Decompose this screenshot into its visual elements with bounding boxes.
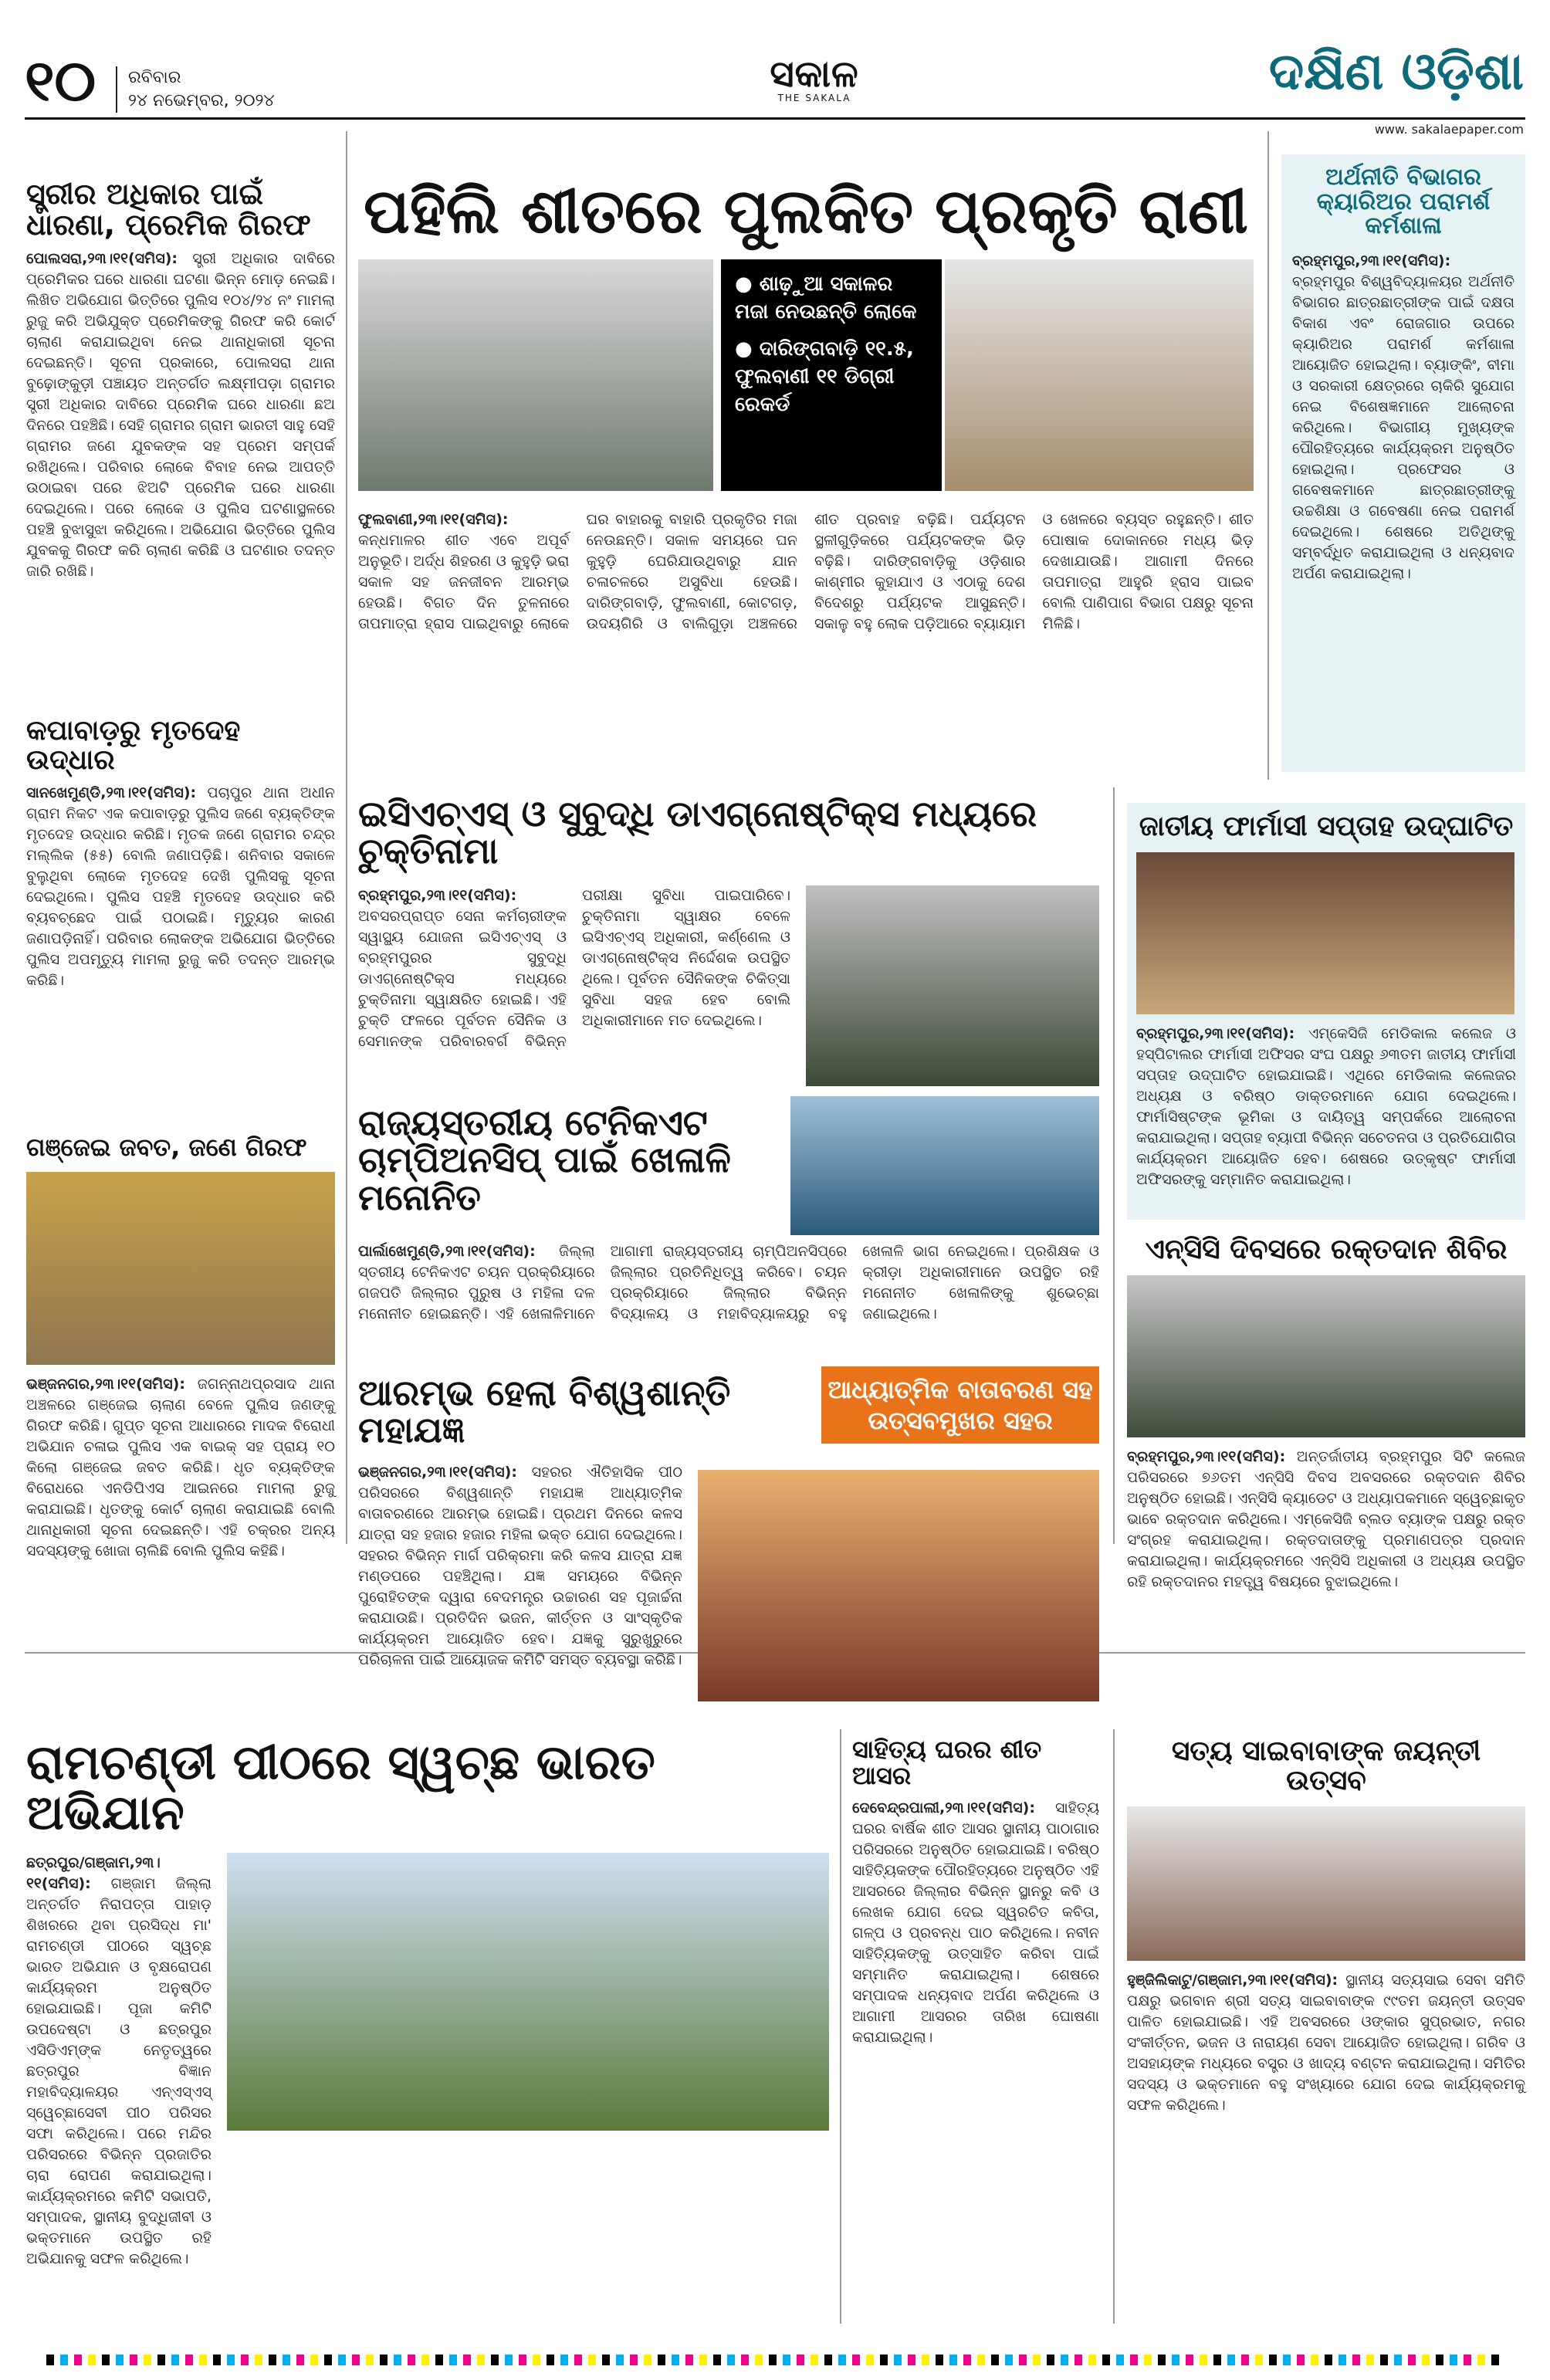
page-number: ୧୦ <box>25 48 96 114</box>
website-url: www. sakalaepaper.com <box>1374 122 1524 137</box>
headline: ସତ୍ୟ ସାଇବାବାଙ୍କ ଜୟନ୍ତୀ ଉତ୍ସବ <box>1171 1735 1481 1796</box>
headline: ସାହିତ୍ୟ ଘରର ଶୀତ ଆସର <box>852 1735 1042 1790</box>
article-body <box>1292 251 1514 584</box>
article-body <box>358 885 790 1052</box>
temple-cleanup-photo <box>227 1853 829 2131</box>
article-body <box>852 1798 1099 2048</box>
body-text: ପଚାପୁର ଥାନା ଅଧୀନ ଗ୍ରାମ ନିକଟ ଏକ କପାବାଡ଼ରୁ ପୁଲିସ ଜଣେ ବ୍ୟକ୍ତିଙ୍କ ମୃତଦେହ ଉଦ୍ଧାର କରିଛି। ମୃତକ ଜଣେ ଗ୍ରାମର ଚନ୍ଦ୍ର ମଲ୍ଲିକ (୫୫) ବୋଲି ଜଣାପଡ଼ିଛି। ଶନିବାର ସକାଳେ ବୁଲୁଥିବା ଲୋକେ ମୃତଦେହ ଦେଖି ପୁଲିସକୁ ସୂଚନା ଦେଇଥିଲେ। ପୁଲିସ ପହଞ୍ଚି ମୃତଦେହ ଉଦ୍ଧାର କରି ବ୍ୟବଚ୍ଛେଦ ପାଇଁ ପଠାଇଛି। ମୃତ୍ୟୁର କାରଣ ଜଣାପଡ଼ିନାହିଁ। ପରିବାର ଲୋକଙ୍କ ଅଭିଯୋଗ ଭିତ୍ତିରେ ପୁଲିସ ଅପମୃତ୍ୟୁ ମାମଲା ରୁଜୁ କରି ତଦନ୍ତ ଆରମ୍ଭ କରିଛି। <box>26 784 335 989</box>
article-a12 <box>852 1737 1099 2048</box>
highlight-item: ● ଶାଢ଼ୁଆ ସକାଳର ମଜା ନେଉଛନ୍ତି ଲୋକେ <box>735 270 928 326</box>
body-text: ବ୍ରହ୍ମପୁର ବିଶ୍ୱବିଦ୍ୟାଳୟର ଅର୍ଥନୀତି ବିଭାଗର ଛାତ୍ରଛାତ୍ରୀଙ୍କ ପାଇଁ ଦକ୍ଷତା ବିକାଶ ଏବଂ ରୋଜଗାର ଉପରେ କ୍ୟାରିଅର ପରାମର୍ଶ କର୍ମଶାଳା ଆୟୋଜିତ ହୋଇଥିଲା। ବ୍ୟାଙ୍କିଂ, ବୀମା ଓ ସରକାରୀ କ୍ଷେତ୍ରରେ ଚାକିରି ସୁଯୋଗ ନେଇ ବିଶେଷଜ୍ଞମାନେ ଆଲୋଚନା କରିଥିଲେ। ବିଭାଗୀୟ ମୁଖ୍ୟଙ୍କ ପୌରହିତ୍ୟରେ କାର୍ଯ୍ୟକ୍ରମ ଅନୁଷ୍ଠିତ ହୋଇଥିଲା। ପ୍ରଫେସର ଓ ଗବେଷକମାନେ ଛାତ୍ରଛାତ୍ରୀଙ୍କୁ ଉଚ୍ଚଶିକ୍ଷା ଓ ଗବେଷଣା ନେଇ ପରାମର୍ଶ ଦେଇଥିଲେ। ଶେଷରେ ଅତିଥିଙ୍କୁ ସମ୍ବର୍ଦ୍ଧିତ କରାଯାଇଥିଲା ଓ ଧନ୍ୟବାଦ ଅର୍ପଣ କରାଯାଇଥିଲା। <box>1292 273 1514 582</box>
headline: ଗଞ୍ଜେଇ ଜବତ, ଜଣେ ଗିରଫ <box>26 1132 307 1162</box>
print-registration-bar <box>46 2355 1504 2365</box>
dateline: ଛତ୍ରପୁର/ଗଞ୍ଜାମ,୨୩।୧୧(ସମିସ): <box>26 1854 161 1893</box>
column-rule <box>840 1729 841 2324</box>
headline: କପାବାଡ଼ରୁ ମୃତଦେହ ଉଦ୍ଧାର <box>26 715 241 776</box>
dateline: ଦେବେନ୍ଦ୍ରପାଲୀ,୨୩।୧୧(ସମିସ): <box>852 1799 1035 1817</box>
header-rule <box>25 117 1525 120</box>
body-text: ସ୍ଥାନୀୟ ସତ୍ୟସାଇ ସେବା ସମିତି ପକ୍ଷରୁ ଭଗବାନ ଶ୍ରୀ ସତ୍ୟ ସାଇବାବାଙ୍କ ୯୯ତମ ଜୟନ୍ତୀ ଉତ୍ସବ ପାଳିତ ହୋଇଯାଇଛି। ଏହି ଅବସରରେ ଓଙ୍କାର ସୁପ୍ରଭାତ, ନଗର ସଂକୀର୍ତ୍ତନ, ଭଜନ ଓ ନାରାୟଣ ସେବା ଆୟୋଜିତ ହୋଇଥିଲା। ଗରିବ ଓ ଅସହାୟଙ୍କ ମଧ୍ୟରେ ବସ୍ତ୍ର ଓ ଖାଦ୍ୟ ବଣ୍ଟନ କରାଯାଇଥିଲା। ସମିତିର ସଦସ୍ୟ ଓ ଭକ୍ତମାନେ ବହୁ ସଂଖ୍ୟାରେ ଯୋଗ ଦେଇ କାର୍ଯ୍ୟକ୍ରମକୁ ସଫଳ କରିଥିଲେ। <box>1127 1971 1525 2114</box>
article-a2 <box>26 716 335 991</box>
newspaper-logo <box>741 52 888 105</box>
article-a9 <box>1127 803 1525 1220</box>
dateline: ପାର୍ଲାଖେମୁଣ୍ଡି,୨୩।୧୧(ସମିସ): <box>358 1243 536 1260</box>
dateline: ବ୍ରହ୍ମପୁର,୨୩।୧୧(ସମିସ): <box>1292 252 1451 269</box>
highlights-box <box>721 259 942 491</box>
date-block <box>116 66 275 113</box>
dateline: ବ୍ରହ୍ମପୁର,୨୩।୧୧(ସମିସ): <box>1136 1024 1295 1042</box>
article-body <box>26 249 335 582</box>
dateline: ଫୁଲବାଣୀ,୨୩।୧୧(ସମିସ): <box>358 511 509 528</box>
article-a5 <box>1281 154 1525 772</box>
agreement-photo <box>806 885 1099 1086</box>
article-a13 <box>1127 1737 1525 2116</box>
headline: ସ୍ତ୍ରୀର ଅଧିକାର ପାଇଁ ଧାରଣା, ପ୍ରେମିକ ଗିରଫ <box>26 177 311 242</box>
pharmacy-photo <box>1136 852 1514 1014</box>
body-text: ଅନ୍ତର୍ଜାତୀୟ ବ୍ରହ୍ମପୁର ସିଟି କଲେଜ ପରିସରରେ ୭୬ତମ ଏନ୍‌ସିସି ଦିବସ ଅବସରରେ ରକ୍ତଦାନ ଶିବିର ଅନୁଷ୍ଠିତ ହୋଇଛି। ଏନ୍‌ସିସି କ୍ୟାଡେଟ ଓ ଅଧ୍ୟାପକମାନେ ସ୍ୱେଚ୍ଛାକୃତ ଭାବେ ରକ୍ତଦାନ କରିଥିଲେ। ଏମ୍‌କେସିଜି ବ୍ଲଡ ବ୍ୟାଙ୍କ ପକ୍ଷରୁ ରକ୍ତ ସଂଗ୍ରହ କରାଯାଇଥିଲା। ରକ୍ତଦାତାଙ୍କୁ ପ୍ରମାଣପତ୍ର ପ୍ରଦାନ କରାଯାଇଥିଲା। କାର୍ଯ୍ୟକ୍ରମରେ ଏନ୍‌ସିସି ଅଧିକାରୀ ଓ ଅଧ୍ୟକ୍ଷ ଉପସ୍ଥିତ ରହି ରକ୍ତଦାନର ମହତ୍ତ୍ୱ ବିଷୟରେ ବୁଝାଇଥିଲେ। <box>1127 1447 1525 1590</box>
headline: ରାମଚଣ୍ଡୀ ପୀଠରେ ସ୍ୱଚ୍ଛ ଭାରତ ଅଭିଯାନ <box>26 1734 655 1841</box>
logo-text: ସକାଳ <box>770 52 859 96</box>
dateline: ଭଞ୍ଜନଗର,୨୩।୧୧(ସମିସ): <box>358 1464 517 1481</box>
article-a3 <box>26 1132 335 1562</box>
dateline: ପୋଲସରା,୨୩।୧୧(ସମିସ): <box>26 249 178 267</box>
blood-camp-photo <box>1127 1275 1525 1437</box>
body-text: ଜଗନ୍ନାଥପ୍ରସାଦ ଥାନା ଅଞ୍ଚଳରେ ଗଞ୍ଜେଇ ଚାଲାଣ ବେଳେ ପୁଲିସ ଜଣଙ୍କୁ ଗିରଫ କରିଛି। ଗୁପ୍ତ ସୂଚନା ଆଧାରରେ ମାଦକ ବିରୋଧୀ ଅଭିଯାନ ଚଳାଇ ପୁଲିସ ଏକ ବାଇକ୍ ସହ ପ୍ରାୟ ୧୦ କିଲୋ ଗଞ୍ଜେଇ ଜବତ କରିଛି। ଧୃତ ବ୍ୟକ୍ତିଙ୍କ ବିରୋଧରେ ଏନଡିପିଏସ ଆଇନରେ ମାମଲା ରୁଜୁ କରାଯାଇଛି। ଧୃତଙ୍କୁ କୋର୍ଟ ଚାଲାଣ କରାଯାଇଛି ବୋଲି ଥାନାଧିକାରୀ ସୂଚନା ଦେଇଛନ୍ତି। ଏହି ଚକ୍ରର ଅନ୍ୟ ସଦସ୍ୟଙ୍କୁ ଖୋଜା ଚାଲିଛି ବୋଲି ପୁଲିସ କହିଛି। <box>26 1375 335 1559</box>
column-rule <box>1113 1729 1115 2324</box>
dateline: ବ୍ରହ୍ମପୁର,୨୩।୧୧(ସମିସ): <box>1127 1447 1286 1465</box>
article-a7 <box>358 1096 1099 1325</box>
article-a8 <box>358 1366 1099 1717</box>
headline: ଏନ୍‌ସିସି ଦିବସରେ ରକ୍ତଦାନ ଶିବିର <box>1145 1234 1508 1265</box>
section-title: ଦକ୍ଷିଣ ଓଡ଼ିଶା <box>1268 42 1524 101</box>
headline: ଇସିଏଚ୍ଏସ୍ ଓ ସୁବୁଦ୍ଧି ଡାଏଗ୍ନୋଷ୍ଟିକ୍ସ ମଧ୍ୟରେ ଚୁକ୍ତିନାମା <box>358 793 1037 872</box>
article-body <box>358 1241 1099 1325</box>
article-body <box>1127 1970 1525 2116</box>
exercise-photo <box>945 259 1254 491</box>
team-photo <box>790 1096 1099 1235</box>
article-body <box>26 1374 335 1562</box>
article-a6 <box>358 795 1099 1102</box>
article-a1 <box>26 179 335 582</box>
body-text: ଗଞ୍ଜାମ ଜିଲ୍ଲା ଅନ୍ତର୍ଗତ ନିରାପତ୍ତା ପାହାଡ଼ ଶିଖରରେ ଥିବା ପ୍ରସିଦ୍ଧ ମା' ରାମଚଣ୍ଡୀ ପୀଠରେ ସ୍ୱଚ୍ଛ ଭାରତ ଅଭିଯାନ ଓ ବୃକ୍ଷରୋପଣ କାର୍ଯ୍ୟକ୍ରମ ଅନୁଷ୍ଠିତ ହୋଇଯାଇଛି। ପୂଜା କମିଟି ଉପଦେଷ୍ଟା ଓ ଛତ୍ରପୁର ଏସିଡିଏମ୍ଙ୍କ ନେତୃତ୍ୱରେ ଛତ୍ରପୁର ବିଜ୍ଞାନ ମହାବିଦ୍ୟାଳୟର ଏନ୍‌ଏସ୍‌ଏସ୍ ସ୍ୱେଚ୍ଛାସେବୀ ପୀଠ ପରିସର ସଫା କରିଥିଲେ। ପରେ ମନ୍ଦିର ପରିସରରେ ବିଭିନ୍ନ ପ୍ରଜାତିର ଚାରା ରୋପଣ କରାଯାଇଥିଲା। କାର୍ଯ୍ୟକ୍ରମରେ କମିଟି ସଭାପତି, ସମ୍ପାଦକ, ସ୍ଥାନୀୟ ବୁଦ୍ଧିଜୀବୀ ଓ ଭକ୍ତମାନେ ଉପସ୍ଥିତ ରହି ଅଭିଯାନକୁ ସଫଳ କରିଥିଲେ। <box>26 1875 212 2268</box>
article-body <box>26 1853 212 2270</box>
column-rule <box>1267 131 1269 780</box>
article-body <box>358 510 1254 635</box>
article-body <box>1127 1447 1525 1593</box>
article-body <box>26 783 335 991</box>
dateline: ସାନଖେମୁଣ୍ଡି,୨୩।୧୧(ସମିସ): <box>26 784 197 801</box>
article-a11 <box>26 1734 829 2347</box>
article-body <box>358 1462 682 1671</box>
headline: ଅର୍ଥନୀତି ବିଭାଗର କ୍ୟାରିଅର ପରାମର୍ଶ କର୍ମଶାଳା <box>1316 164 1491 239</box>
article-a4 <box>358 175 1254 635</box>
headline: ଜାତୀୟ ଫାର୍ମାସୀ ସପ୍ତାହ ଉଦ୍‌ଘାଟିତ <box>1139 811 1514 842</box>
fog-road-photo <box>358 259 713 491</box>
body-text: ଅବସରପ୍ରାପ୍ତ ସେନା କର୍ମଚାରୀଙ୍କ ସ୍ୱାସ୍ଥ୍ୟ ଯୋଜନା ଇସିଏଚ୍ଏସ୍ ଓ ବ୍ରହ୍ମପୁରର ସୁବୁଦ୍ଧି ଡାଏଗ୍ନୋଷ୍ଟିକ୍ସ ମଧ୍ୟରେ ଚୁକ୍ତିନାମା ସ୍ୱାକ୍ଷରିତ ହୋଇଛି। ଏହି ଚୁକ୍ତି ଫଳରେ ପୂର୍ବତନ ସୈନିକ ଓ ସେମାନଙ୍କ ପରିବାରବର୍ଗ ବିଭିନ୍ନ ପରୀକ୍ଷା ସୁବିଧା ପାଇପାରିବେ। ଚୁକ୍ତିନାମା ସ୍ୱାକ୍ଷର ବେଳେ ଇସିଏଚ୍ଏସ୍ ଅଧିକାରୀ, କର୍ଣ୍ଣେଲ ଓ ଡାଏଗ୍ନୋଷ୍ଟିକ୍ସ ନିର୍ଦ୍ଦେଶକ ଉପସ୍ଥିତ ଥିଲେ। ପୂର୍ବତନ ସୈନିକଙ୍କ ଚିକିତ୍ସା ସୁବିଧା ସହଜ ହେବ ବୋଲି ଅଧିକାରୀମାନେ ମତ ଦେଇଥିଲେ। <box>358 886 790 1050</box>
column-rule <box>1113 787 1115 1544</box>
logo-subtext: THE SAKALA <box>777 93 851 103</box>
highlight-item: ● ଦାରିଙ୍ଗବାଡ଼ି ୧୧.୫, ଫୁଲବାଣୀ ୧୧ ଡିଗ୍ରୀ ରେକର୍ଡ <box>735 335 928 418</box>
day-label: ରବିବାର <box>128 68 181 87</box>
body-text: ଜିଲ୍ଲା ସ୍ତରୀୟ ଟେନିକଏଟ ଚୟନ ପ୍ରକ୍ରିୟାରେ ଗଜପତି ଜିଲ୍ଲାର ପୁରୁଷ ଓ ମହିଳା ଦଳ ମନୋନୀତ ହୋଇଛନ୍ତି। ଏହି ଖେଳାଳିମାନେ ଆଗାମୀ ରାଜ୍ୟସ୍ତରୀୟ ଚାମ୍ପିଅନସିପ୍‌ରେ ଜିଲ୍ଲାର ପ୍ରତିନିଧିତ୍ୱ କରିବେ। ଚୟନ ପ୍ରକ୍ରିୟାରେ ଜିଲ୍ଲାର ବିଭିନ୍ନ ବିଦ୍ୟାଳୟ ଓ ମହାବିଦ୍ୟାଳୟରୁ ବହୁ ଖେଳାଳି ଭାଗ ନେଇଥିଲେ। ପ୍ରଶିକ୍ଷକ ଓ କ୍ରୀଡ଼ା ଅଧିକାରୀମାନେ ଉପସ୍ଥିତ ରହି ମନୋନୀତ ଖେଳାଳିଙ୍କୁ ଶୁଭେଚ୍ଛା ଜଣାଇଥିଲେ। <box>358 1243 1099 1322</box>
dateline: ହୁଞ୍ଜିଲିକାଟୁ/ଗଞ୍ଜାମ,୨୩।୧୧(ସମିସ): <box>1127 1971 1338 1989</box>
saibaba-photo <box>1127 1806 1525 1961</box>
headline: ପହିଲି ଶୀତରେ ପୁଲକିତ ପ୍ରକୃତି ରାଣୀ <box>364 175 1248 247</box>
body-text: କନ୍ଧମାଳର ଶୀତ ଏବେ ଅପୂର୍ବ ଅନୁଭୂତି। ଅର୍ଦ୍ଧ ଶିହରଣ ଓ କୁହୁଡ଼ି ଭରା ସକାଳ ସହ ଜନଜୀବନ ଆରମ୍ଭ ହେଉଛି। ବିଗତ ଦିନ ତୁଳନାରେ ତାପମାତ୍ରା ହ୍ରାସ ପାଇଥିବାରୁ ଲୋକେ ଘର ବାହାରକୁ ବାହାରି ପ୍ରକୃତିର ମଜା ନେଉଛନ୍ତି। ସକାଳ ସମୟରେ ଘନ କୁହୁଡ଼ି ଘେରିଯାଉଥିବାରୁ ଯାନ ଚଳାଚଳରେ ଅସୁବିଧା ହେଉଛି। ଦାରିଙ୍ଗବାଡ଼ି, ଫୁଲବାଣୀ, କୋଟଗଡ଼, ଉଦୟଗିରି ଓ ବାଲିଗୁଡ଼ା ଅଞ୍ଚଳରେ ଶୀତ ପ୍ରବାହ ବଢ଼ିଛି। ପର୍ଯ୍ୟଟନ ସ୍ଥଳୀଗୁଡ଼ିକରେ ପର୍ଯ୍ୟଟକଙ୍କ ଭିଡ଼ ବଢ଼ିଛି। ଦାରିଙ୍ଗବାଡ଼ିକୁ ଓଡ଼ିଶାର କାଶ୍ମୀର କୁହାଯାଏ ଓ ଏଠାକୁ ଦେଶ ବିଦେଶରୁ ପର୍ଯ୍ୟଟକ ଆସୁଛନ୍ତି। ସକାଳୁ ବହୁ ଲୋକ ପଡ଼ିଆରେ ବ୍ୟାୟାମ ଓ ଖେଳରେ ବ୍ୟସ୍ତ ରହୁଛନ୍ତି। ଶୀତ ପୋଷାକ ଦୋକାନରେ ମଧ୍ୟ ଭିଡ଼ ଦେଖାଯାଉଛି। ଆଗାମୀ ଦିନରେ ତାପମାତ୍ରା ଆହୁରି ହ୍ରାସ ପାଇବ ବୋଲି ପାଣିପାଗ ବିଭାଗ ପକ୍ଷରୁ ସୂଚନା ମିଳିଛି। <box>358 511 1254 632</box>
dateline: ଭଞ୍ଜନଗର,୨୩।୧୧(ସମିସ): <box>26 1375 185 1393</box>
body-text: ସହରର ଐତିହାସିକ ପୀଠ ପରିସରରେ ବିଶ୍ୱଶାନ୍ତି ମହାଯଜ୍ଞ ଆଧ୍ୟାତ୍ମିକ ବାତାବରଣରେ ଆରମ୍ଭ ହୋଇଛି। ପ୍ରଥମ ଦିନରେ କଳସ ଯାତ୍ରା ସହ ହଜାର ହଜାର ମହିଳା ଭକ୍ତ ଯୋଗ ଦେଇଥିଲେ। ସହରର ବିଭିନ୍ନ ମାର୍ଗ ପରିକ୍ରମା କରି କଳସ ଯାତ୍ରା ଯଜ୍ଞ ମଣ୍ଡପରେ ପହଞ୍ଚିଥିଲା। ଯଜ୍ଞ ସମୟରେ ବିଭିନ୍ନ ପୁରୋହିତଙ୍କ ଦ୍ୱାରା ବେଦମନ୍ତ୍ର ଉଚ୍ଚାରଣ ସହ ପୂଜାର୍ଚ୍ଚନା କରାଯାଉଛି। ପ୍ରତିଦିନ ଭଜନ, କୀର୍ତ୍ତନ ଓ ସାଂସ୍କୃତିକ କାର୍ଯ୍ୟକ୍ରମ ଆୟୋଜିତ ହେବ। ଯଜ୍ଞକୁ ସୁରୁଖୁରୁରେ ପରିଚାଳନା ପାଇଁ ଆୟୋଜକ କମିଟି ସମସ୍ତ ବ୍ୟବସ୍ଥା କରିଛି। <box>358 1464 683 1668</box>
column-rule <box>346 131 347 1544</box>
date-label: ୨୪ ନଭେମ୍ବର, ୨୦୨୪ <box>128 91 275 110</box>
body-text: ସ୍ତ୍ରୀ ଅଧିକାର ଦାବିରେ ପ୍ରେମିକର ଘରେ ଧାରଣା ଘଟଣା ଭିନ୍ନ ମୋଡ଼ ନେଇଛି। ଲିଖିତ ଅଭିଯୋଗ ଭିତ୍ତିରେ ପୁଲିସ ୧୦୪/୨୪ ନଂ ମାମଲା ରୁଜୁ କରି ଅଭିଯୁକ୍ତ ପ୍ରେମିକଙ୍କୁ ଗିରଫ କରି କୋର୍ଟ ଚାଲାଣ କରାଯାଇଥିବା ନେଇ ଥାନାଧିକାରୀ ସୂଚନା ଦେଇଛନ୍ତି। ସୂଚନା ପ୍ରକାରେ, ପୋଲସରା ଥାନା ବୁଢ଼ୋଙ୍କୁଡ଼ୀ ପଞ୍ଚାୟତ ଅନ୍ତର୍ଗତ ଲକ୍ଷ୍ମୀପଡ଼ା ଗ୍ରାମର ସ୍ତ୍ରୀ ଅଧିକାର ଦାବିରେ ପ୍ରେମିକ ଘରେ ଧାରଣା ଛଅ ଦିନରେ ପହଞ୍ଚିଛି। ସେହି ଗ୍ରାମର ଗ୍ରାମ ଭାରତୀ ସାହୁ ସେହି ଗ୍ରାମର ଜଣେ ଯୁବକଙ୍କ ସହ ପ୍ରେମ ସମ୍ପର୍କ ରଖିଥିଲେ। ପରିବାର ଲୋକେ ବିବାହ ନେଇ ଆପତ୍ତି ଉଠାଇବା ପରେ ଝିଅଟି ପ୍ରେମିକ ଘରେ ଧାରଣା ଦେଇଥିଲେ। ପରେ ଲୋକେ ଓ ପୁଲିସ ଘଟଣାସ୍ଥଳରେ ପହଞ୍ଚି ବୁଝାସୁଝା କରିଥିଲେ। ଅଭିଯୋଗ ଭିତ୍ତିରେ ପୁଲିସ ଯୁବକକୁ ଗିରଫ କରି ଚାଲାଣ କରିଛି ଓ ଘଟଣାର ତଦନ୍ତ ଜାରି ରଖିଛି। <box>26 249 335 580</box>
yagna-photo <box>698 1470 1099 1701</box>
headline: ରାଜ୍ୟସ୍ତରୀୟ ଟେନିକଏଟ ଚାମ୍ପିଅନସିପ୍ ପାଇଁ ଖେଳାଳି ମନୋନିତ <box>358 1102 731 1218</box>
body-text: ସାହିତ୍ୟ ଘରର ବାର୍ଷିକ ଶୀତ ଆସର ସ୍ଥାନୀୟ ପାଠାଗାର ପରିସରରେ ଅନୁଷ୍ଠିତ ହୋଇଯାଇଛି। ବରିଷ୍ଠ ସାହିତ୍ୟିକଙ୍କ ପୌରହିତ୍ୟରେ ଅନୁଷ୍ଠିତ ଏହି ଆସରରେ ଜିଲ୍ଲାର ବିଭିନ୍ନ ସ୍ଥାନରୁ କବି ଓ ଲେଖକ ଯୋଗ ଦେଇ ସ୍ୱରଚିତ କବିତା, ଗଳ୍ପ ଓ ପ୍ରବନ୍ଧ ପାଠ କରିଥିଲେ। ନବୀନ ସାହିତ୍ୟିକଙ୍କୁ ଉତ୍ସାହିତ କରିବା ପାଇଁ ସମ୍ମାନିତ କରାଯାଇଥିଲା। ଶେଷରେ ସମ୍ପାଦକ ଧନ୍ୟବାଦ ଅର୍ପଣ କରିଥିଲେ ଓ ଆଗାମୀ ଆସରର ତାରିଖ ଘୋଷଣା କରାଯାଇଥିଲା। <box>852 1799 1099 2047</box>
headline: ଆରମ୍ଭ ହେଲା ବିଶ୍ୱଶାନ୍ତି ମହାଯଜ୍ଞ <box>358 1372 731 1451</box>
article-body <box>1136 1024 1516 1190</box>
body-text: ଏମ୍‌କେସିଜି ମେଡିକାଲ କଲେଜ ଓ ହସ୍ପିଟାଲର ଫାର୍ମାସୀ ଅଫିସର ସଂଘ ପକ୍ଷରୁ ୬୩ତମ ଜାତୀୟ ଫାର୍ମାସୀ ସପ୍ତାହ ଉଦ୍‌ଘାଟିତ ହୋଇଯାଇଛି। ଏଥିରେ ମେଡିକାଲ କଲେଜର ଅଧ୍ୟକ୍ଷ ଓ ବରିଷ୍ଠ ଡାକ୍ତରମାନେ ଯୋଗ ଦେଇଥିଲେ। ଫାର୍ମାସିଷ୍ଟଙ୍କ ଭୂମିକା ଓ ଦାୟିତ୍ୱ ସମ୍ପର୍କରେ ଆଲୋଚନା କରାଯାଇଥିଲା। ସପ୍ତାହ ବ୍ୟାପୀ ବିଭିନ୍ନ ସଚେତନତା ଓ ପ୍ରତିଯୋଗିତା କାର୍ଯ୍ୟକ୍ରମ ଆୟୋଜିତ ହେବ। ଶେଷରେ ଉତ୍କୃଷ୍ଟ ଫାର୍ମାସୀ ଅଫିସରଙ୍କୁ ସମ୍ମାନିତ କରାଯାଇଥିଲା। <box>1136 1024 1516 1188</box>
news-photo <box>26 1172 335 1365</box>
dateline: ବ୍ରହ୍ମପୁର,୨୩।୧୧(ସମିସ): <box>358 886 517 904</box>
kicker-box: ଆଧ୍ୟାତ୍ମିକ ବାତାବରଣ ସହ ଉତ୍ସବମୁଖର ସହର <box>821 1366 1099 1444</box>
article-a10 <box>1127 1235 1525 1593</box>
